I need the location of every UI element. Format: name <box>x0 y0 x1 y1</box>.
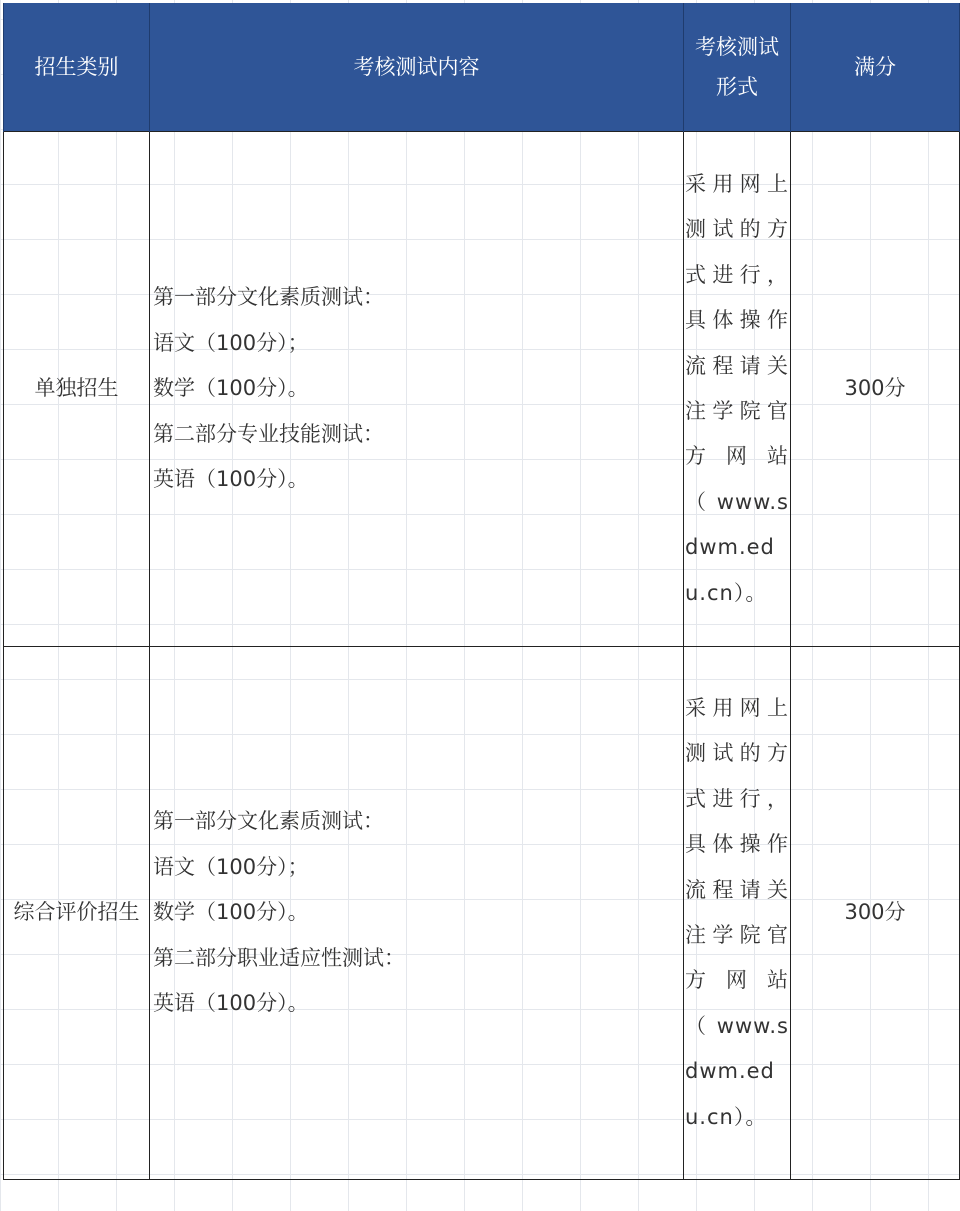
content-line: 第二部分职业适应性测试： <box>153 945 405 970</box>
form-cell: 采用网上测试的方式进行，具体操作流程请关注学院官方网站（www.sdwm.edu.cn）。 <box>684 647 791 1180</box>
header-score: 满分 <box>791 3 960 132</box>
form-cell: 采用网上测试的方式进行，具体操作流程请关注学院官方网站（www.sdwm.edu.cn）。 <box>684 132 791 647</box>
content-line: 英语（100分）。 <box>153 467 309 492</box>
header-form <box>684 3 791 132</box>
content-cell <box>150 647 684 1180</box>
content-line: 语文（100分）； <box>153 854 309 879</box>
content-line: 语文（100分）； <box>153 330 309 355</box>
score-cell: 300分 <box>791 647 960 1180</box>
score-cell: 300分 <box>791 132 960 647</box>
content-line: 数学（100分）。 <box>153 900 309 925</box>
header-content: 考核测试内容 <box>150 3 684 132</box>
header-form-label: 考核测试形式 <box>695 35 779 99</box>
content-line: 第一部分文化素质测试： <box>153 285 384 310</box>
table-row <box>4 647 960 1180</box>
admission-exam-table <box>3 3 960 1180</box>
header-category: 招生类别 <box>4 3 150 132</box>
table-header-row <box>4 3 960 132</box>
content-line: 英语（100分）。 <box>153 991 309 1016</box>
content-line: 第二部分专业技能测试： <box>153 421 384 446</box>
content-line: 数学（100分）。 <box>153 376 309 401</box>
category-cell: 综合评价招生 <box>4 647 150 1180</box>
category-cell: 单独招生 <box>4 132 150 647</box>
content-line: 第一部分文化素质测试： <box>153 809 384 834</box>
content-cell <box>150 132 684 647</box>
table-row <box>4 132 960 647</box>
